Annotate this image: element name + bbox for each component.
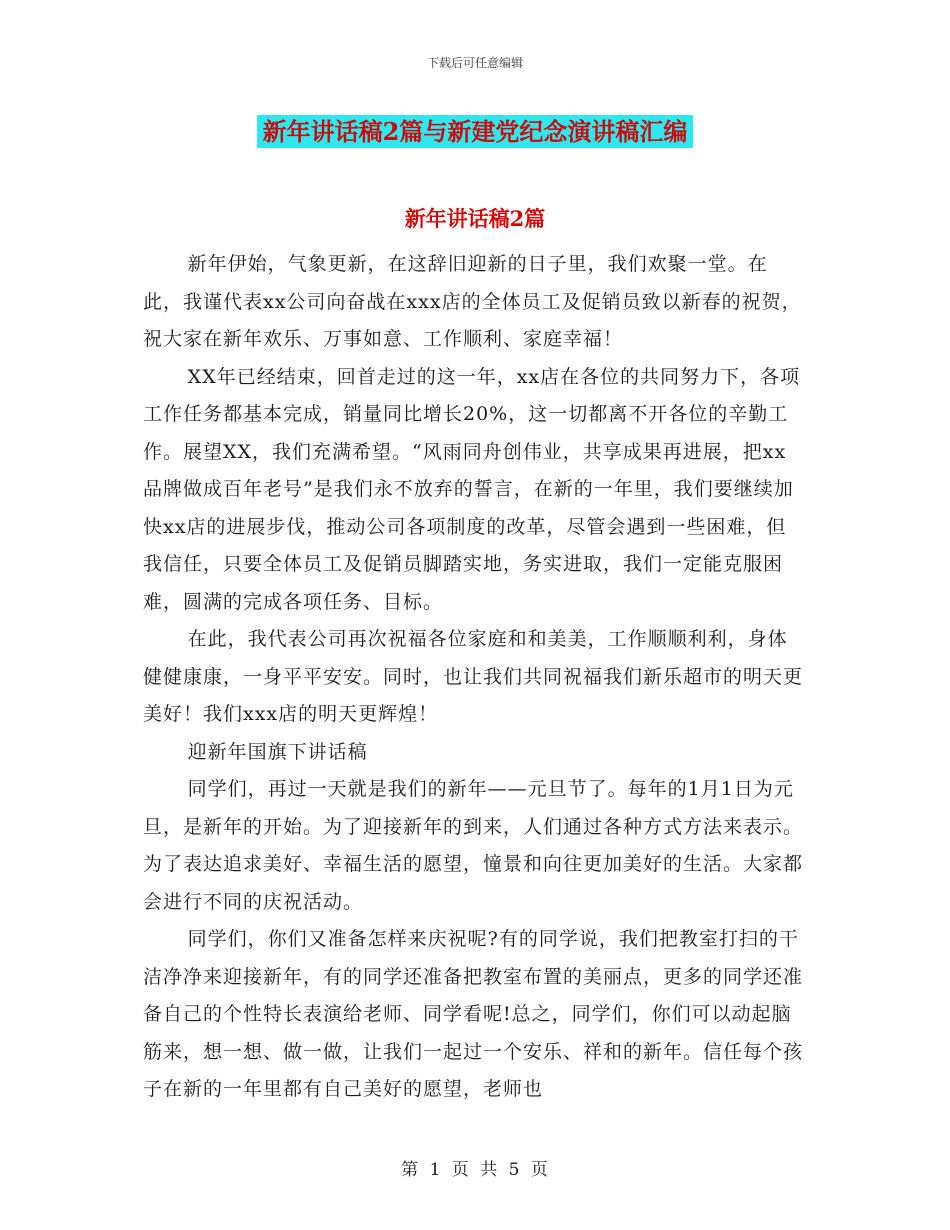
section-title: 新年讲话稿2篇 xyxy=(404,206,546,231)
paragraph: 在此，我代表公司再次祝福各位家庭和和美美，工作顺顺利利，身体健健康康，一身平平安安。同时，也让我们共同祝福我们新乐超市的明天更美好！我们xxx店的明天更辉煌！ xyxy=(143,628,804,725)
header-note: 下载后可任意编辑 xyxy=(426,56,523,70)
paragraph: 同学们，再过一天就是我们的新年——元旦节了。每年的1月1日为元旦，是新年的开始。为了迎接新年的到来，人们通过各种方式方法来表示。为了表达追求美好、幸福生活的愿望，憧景和向往更加美好的生活。大家都会进行不同的庆祝活动。 xyxy=(143,778,804,913)
footer-page-label: 第 xyxy=(401,1160,420,1180)
paragraph: 新年伊始，气象更新，在这辞旧迎新的日子里，我们欢聚一堂。在此，我谨代表xx公司向奋战在xxx店的全体员工及促销员致以新春的祝贺，祝大家在新年欢乐、万事如意、工作顺利、家庭幸福！ xyxy=(143,253,802,350)
paragraph: 同学们，你们又准备怎样来庆祝呢?有的同学说，我们把教室打扫的干洁净净来迎接新年，有的同学还准备把教室布置的美丽点，更多的同学还准备自己的个性特长表演给老师、同学看呢!总之，同学们，你们可以动起脑筋来，想一想、做一做，让我们一起过一个安乐、祥和的新年。信任每个孩子在新的一年里都有自己美好的愿望，老师也 xyxy=(143,928,804,1100)
page-footer xyxy=(0,1155,950,1180)
footer-page-number: 1 xyxy=(429,1160,442,1180)
body-text xyxy=(143,246,805,1109)
document-title xyxy=(0,112,950,147)
paragraph: XX年已经结束，回首走过的这一年，xx店在各位的共同努力下，各项工作任务都基本完成，销量同比增长20%，这一切都离不开各位的辛勤工作。展望XX，我们充满希望。“风雨同舟创伟业，共享成果再进展，把xx品牌做成百年老号”是我们永不放弃的誓言，在新的一年里，我们要继续加快xx店的进展步伐，推动公司各项制度的改革，尽管会遇到一些困难，但我信任，只要全体员工及促销员脚踏实地，务实进取，我们一定能克服困难，圆满的完成各项任务、目标。 xyxy=(143,365,801,613)
footer-page-unit: 页 xyxy=(451,1160,470,1180)
document-title-text: 新年讲话稿2篇与新建党纪念演讲稿汇编 xyxy=(257,115,694,148)
footer-total-unit: 页 xyxy=(530,1160,549,1180)
footer-total-label: 共 xyxy=(480,1160,499,1180)
footer-total-pages: 5 xyxy=(508,1160,521,1180)
subheading: 迎新年国旗下讲话稿 xyxy=(187,740,368,763)
